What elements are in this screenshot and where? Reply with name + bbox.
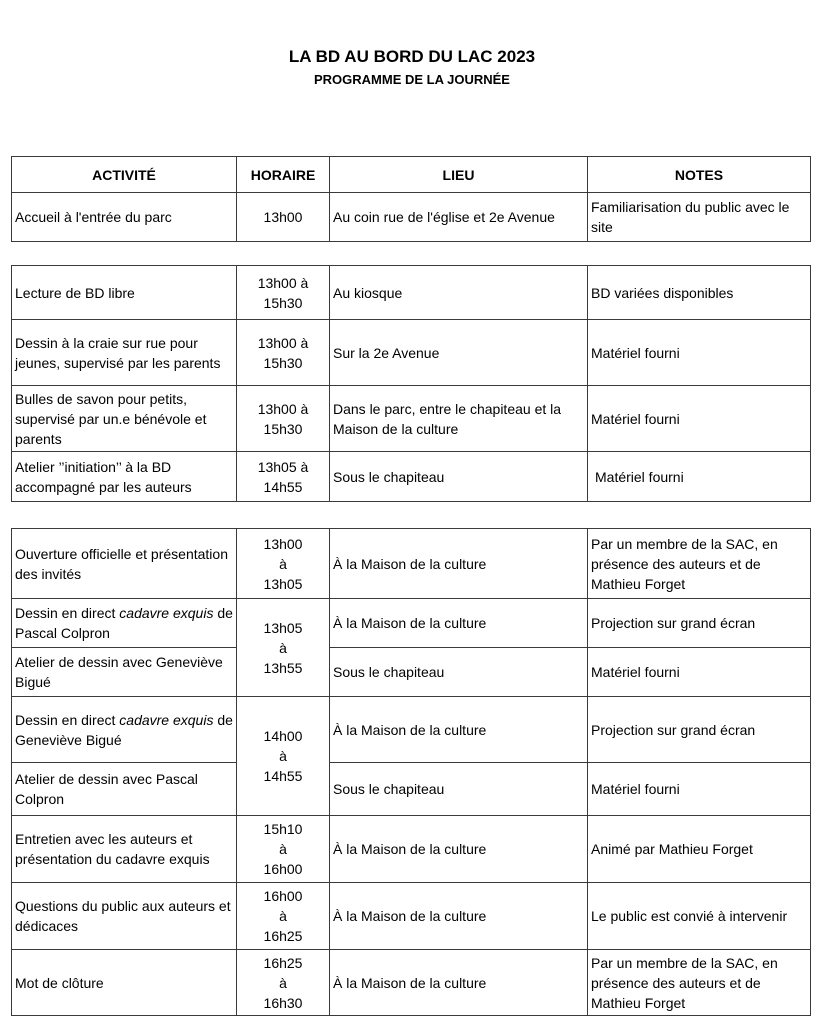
location-cell: Sous le chapiteau — [330, 763, 588, 816]
notes-cell: Le public est convié à intervenir — [588, 883, 811, 950]
table-row — [12, 883, 811, 950]
table-row — [12, 452, 811, 502]
time-cell — [237, 266, 330, 320]
time-cell — [237, 529, 330, 599]
time-end: 15h30 — [263, 294, 303, 311]
time-start: 13h00 à — [257, 274, 309, 291]
notes-cell: Projection sur grand écran — [588, 599, 811, 648]
page-title: LA BD AU BORD DU LAC 2023 — [288, 47, 536, 66]
time-sep: à — [279, 974, 287, 991]
activity-text: de Geneviève Bigué — [15, 711, 233, 748]
time-sep: à — [279, 555, 287, 572]
time-cell — [237, 883, 330, 950]
activity-cell: Atelier ’’initiation’’ à la BD accompagné par les auteurs — [12, 452, 237, 502]
activity-cell: Entretien avec les auteurs et présentation du cadavre exquis — [12, 816, 237, 883]
time-end: 16h30 — [263, 994, 303, 1011]
location-cell: À la Maison de la culture — [330, 816, 588, 883]
notes-cell: BD variées disponibles — [588, 266, 811, 320]
activity-cell: Questions du public aux auteurs et dédicaces — [12, 883, 237, 950]
time-sep: à — [279, 639, 287, 656]
activity-cell: Accueil à l'entrée du parc — [12, 193, 237, 242]
time-end: 16h25 — [263, 928, 303, 944]
time-start: 15h10 — [263, 821, 303, 837]
time-start: 13h00 à — [257, 400, 309, 417]
time-sep: à — [279, 908, 287, 924]
table-row — [12, 193, 811, 242]
column-header-notes: NOTES — [588, 157, 811, 193]
table-header-row — [12, 157, 811, 193]
schedule-table-program — [11, 528, 811, 1016]
time-start: 13h05 à — [257, 458, 309, 475]
time-end: 15h30 — [263, 354, 303, 371]
location-cell: Au kiosque — [330, 266, 588, 320]
time-cell — [237, 950, 330, 1016]
location-cell: À la Maison de la culture — [330, 697, 588, 763]
column-header-horaire: HORAIRE — [237, 157, 330, 193]
notes-cell: Animé par Mathieu Forget — [588, 816, 811, 883]
location-cell: Dans le parc, entre le chapiteau et la Maison de la culture — [330, 386, 588, 452]
location-cell: Sous le chapiteau — [330, 648, 588, 697]
time-cell — [237, 320, 330, 386]
notes-cell: Projection sur grand écran — [588, 697, 811, 763]
time-cell — [237, 386, 330, 452]
activity-cell: Atelier de dessin avec Geneviève Bigué — [12, 648, 237, 697]
activity-text: Dessin en direct — [15, 605, 120, 621]
notes-cell: Matériel fourni — [588, 386, 811, 452]
location-cell: À la Maison de la culture — [330, 883, 588, 950]
time-start: 16h25 — [263, 954, 303, 971]
notes-cell: Matériel fourni — [588, 452, 811, 502]
activity-cell — [12, 599, 237, 648]
time-sep: à — [279, 748, 287, 764]
time-end: 13h55 — [263, 659, 303, 676]
time-end: 16h00 — [263, 861, 303, 877]
table-row — [12, 320, 811, 386]
time-end: 15h30 — [263, 420, 303, 437]
time-end: 14h55 — [263, 768, 303, 784]
time-start: 14h00 — [263, 728, 303, 744]
time-end: 13h05 — [263, 575, 303, 592]
location-cell: À la Maison de la culture — [330, 950, 588, 1016]
activity-text: Dessin en direct — [15, 711, 120, 728]
time-cell: 13h00 — [237, 193, 330, 242]
table-row — [12, 266, 811, 320]
schedule-table-welcome — [11, 156, 811, 242]
time-sep: à — [279, 841, 287, 857]
column-header-activite: ACTIVITÉ — [12, 157, 237, 193]
notes-cell: Par un membre de la SAC, en présence des auteurs et de Mathieu Forget — [588, 950, 811, 1016]
table-row — [12, 648, 811, 697]
time-end: 14h55 — [263, 478, 303, 495]
schedule-table-activities — [11, 265, 811, 502]
activity-cell: Lecture de BD libre — [12, 266, 237, 320]
activity-cell: Bulles de savon pour petits, supervisé par un.e bénévole et parents — [12, 386, 237, 452]
table-row — [12, 763, 811, 816]
notes-cell: Matériel fourni — [588, 763, 811, 816]
notes-cell: Matériel fourni — [588, 320, 811, 386]
time-cell — [237, 452, 330, 502]
column-header-lieu: LIEU — [330, 157, 588, 193]
activity-cell: Mot de clôture — [12, 950, 237, 1016]
activity-italic-text: cadavre exquis — [119, 711, 214, 728]
table-row — [12, 529, 811, 599]
notes-cell: Matériel fourni — [588, 648, 811, 697]
page-subtitle: PROGRAMME DE LA JOURNÉE — [314, 72, 510, 87]
location-cell: À la Maison de la culture — [330, 529, 588, 599]
time-cell — [237, 816, 330, 883]
location-cell: Sous le chapiteau — [330, 452, 588, 502]
activity-cell: Dessin à la craie sur rue pour jeunes, supervisé par les parents — [12, 320, 237, 386]
activity-cell — [12, 697, 237, 763]
activity-italic-text: cadavre exquis — [119, 605, 214, 621]
location-cell: Sur la 2e Avenue — [330, 320, 588, 386]
table-row — [12, 697, 811, 763]
time-cell — [237, 697, 330, 816]
time-cell — [237, 599, 330, 697]
table-row — [12, 816, 811, 883]
time-start: 13h00 — [263, 535, 303, 552]
activity-cell: Ouverture officielle et présentation des invités — [12, 529, 237, 599]
notes-cell: Familiarisation du public avec le site — [588, 193, 811, 242]
notes-cell: Par un membre de la SAC, en présence des auteurs et de Mathieu Forget — [588, 529, 811, 599]
time-start: 16h00 — [263, 888, 303, 904]
time-start: 13h00 à — [257, 334, 309, 351]
location-cell: À la Maison de la culture — [330, 599, 588, 648]
activity-cell: Atelier de dessin avec Pascal Colpron — [12, 763, 237, 816]
location-cell: Au coin rue de l'église et 2e Avenue — [330, 193, 588, 242]
time-start: 13h05 — [263, 619, 303, 636]
activity-text: de Pascal Colpron — [15, 605, 233, 641]
table-row — [12, 386, 811, 452]
table-row — [12, 950, 811, 1016]
table-row — [12, 599, 811, 648]
